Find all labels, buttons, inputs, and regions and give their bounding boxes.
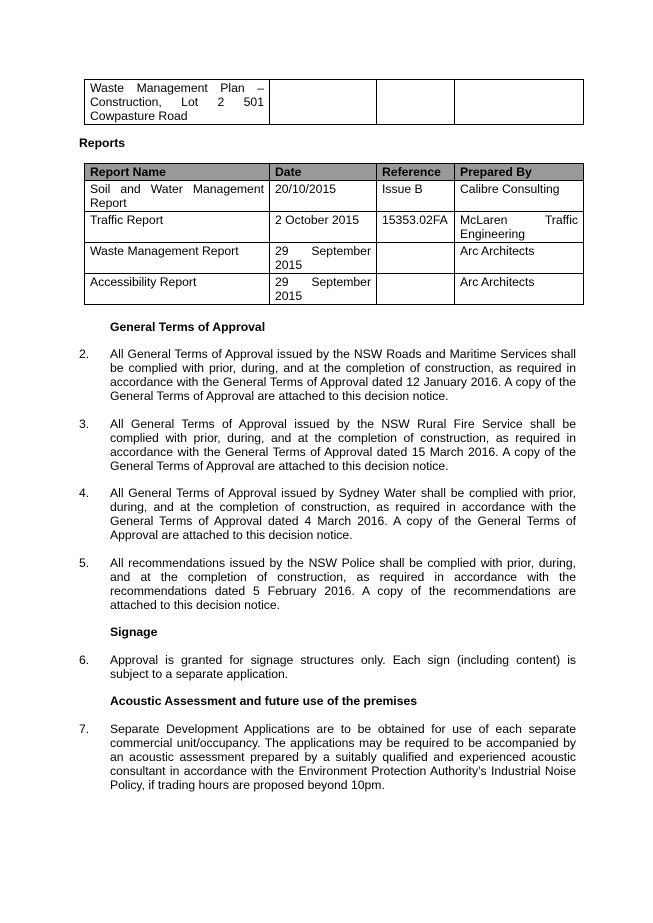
- prepared-by-cell: [455, 212, 584, 243]
- plan-name-line: Cowpasture Road: [90, 109, 188, 123]
- report-name-cell: [85, 181, 270, 212]
- col-header-date: Date: [270, 164, 377, 181]
- date-cell: [270, 243, 377, 274]
- prepared-by-cell: Calibre Consulting: [455, 181, 584, 212]
- condition-2: [79, 347, 576, 403]
- col-header-prepared-by: Prepared By: [455, 164, 584, 181]
- condition-7: [79, 722, 576, 792]
- condition-text: All recommendations issued by the NSW Police shall be complied with prior, during, and at the completion of construction, as required in accordance with the recommendations dated 5 February 2016. A copy of the recommendations are attached to this decision notice.: [110, 556, 576, 612]
- plans-table-continued: [84, 79, 584, 125]
- condition-6: [79, 653, 576, 681]
- condition-text: Separate Development Applications are to be obtained for use of each separate commercial unit/occupancy. The applications may be required to be accompanied by an acoustic assessment prepared by a suitably qualified and experienced acoustic consultant in accordance with the Environment Protection Authority’s Industrial Noise Policy, if trading hours are proposed beyond 10pm.: [110, 722, 576, 792]
- reports-heading: Reports: [79, 136, 126, 150]
- table-row: [85, 243, 584, 274]
- cell-line: 2015: [275, 289, 303, 303]
- condition-4: [79, 486, 576, 542]
- report-name-cell: Accessibility Report: [85, 274, 270, 305]
- acoustic-heading: Acoustic Assessment and future use of the premises: [110, 694, 418, 708]
- general-terms-heading: General Terms of Approval: [110, 320, 266, 334]
- table-row: [85, 80, 584, 125]
- cell-line: 2015: [275, 258, 303, 272]
- cell-line: 29 September: [275, 244, 371, 258]
- reference-cell: 15353.02FA: [377, 212, 455, 243]
- condition-number: 3.: [79, 417, 90, 431]
- table-row: [85, 274, 584, 305]
- date-cell: 2 October 2015: [270, 212, 377, 243]
- prepared-by-cell: Arc Architects: [455, 243, 584, 274]
- condition-5: [79, 556, 576, 612]
- reference-cell: Issue B: [377, 181, 455, 212]
- date-cell: [270, 274, 377, 305]
- col-header-report-name: Report Name: [85, 164, 270, 181]
- signage-heading: Signage: [110, 625, 158, 639]
- condition-text: All General Terms of Approval issued by Sydney Water shall be complied with prior, during, and at the completion of construction, as required in accordance with the General Terms of Approval dated 4 March 2016. A copy of the General Terms of Approval are attached to this decision notice.: [110, 486, 576, 542]
- cell-line: Report: [90, 196, 127, 210]
- col-header-reference: Reference: [377, 164, 455, 181]
- condition-text: All General Terms of Approval issued by the NSW Roads and Maritime Services shall be complied with prior, during, and at the completion of construction, as required in accordance with the General Terms of Approval dated 12 January 2016. A copy of the General Terms of Approval are attached to this decision notice.: [110, 347, 576, 403]
- condition-text: All General Terms of Approval issued by the NSW Rural Fire Service shall be complied with prior, during, and at the completion of construction, as required in accordance with the General Terms of Approval dated 15 March 2016. A copy of the General Terms of Approval are attached to this decision notice.: [110, 417, 576, 473]
- cell-line: McLaren Traffic: [460, 213, 578, 227]
- table-header-row: [85, 164, 584, 181]
- reference-cell: [377, 243, 455, 274]
- table-row: [85, 181, 584, 212]
- table-row: [85, 212, 584, 243]
- condition-number: 6.: [79, 653, 90, 667]
- reference-cell: [377, 274, 455, 305]
- plan-name-line: Waste Management Plan –: [90, 81, 264, 95]
- date-cell: 20/10/2015: [270, 181, 377, 212]
- reports-table: [84, 163, 584, 305]
- empty-cell: [377, 80, 455, 125]
- condition-number: 7.: [79, 722, 90, 736]
- condition-number: 2.: [79, 347, 90, 361]
- cell-line: Engineering: [460, 227, 526, 241]
- condition-3: [79, 417, 576, 473]
- plan-name-cell: [85, 80, 270, 125]
- prepared-by-cell: Arc Architects: [455, 274, 584, 305]
- empty-cell: [270, 80, 377, 125]
- condition-number: 4.: [79, 486, 90, 500]
- report-name-cell: Waste Management Report: [85, 243, 270, 274]
- cell-line: 29 September: [275, 275, 371, 289]
- condition-number: 5.: [79, 556, 90, 570]
- condition-text: Approval is granted for signage structures only. Each sign (including content) is subject to a separate application.: [110, 653, 576, 681]
- report-name-cell: Traffic Report: [85, 212, 270, 243]
- plan-name-line: Construction, Lot 2 501: [90, 95, 264, 109]
- empty-cell: [455, 80, 584, 125]
- cell-line: Soil and Water Management: [90, 182, 264, 196]
